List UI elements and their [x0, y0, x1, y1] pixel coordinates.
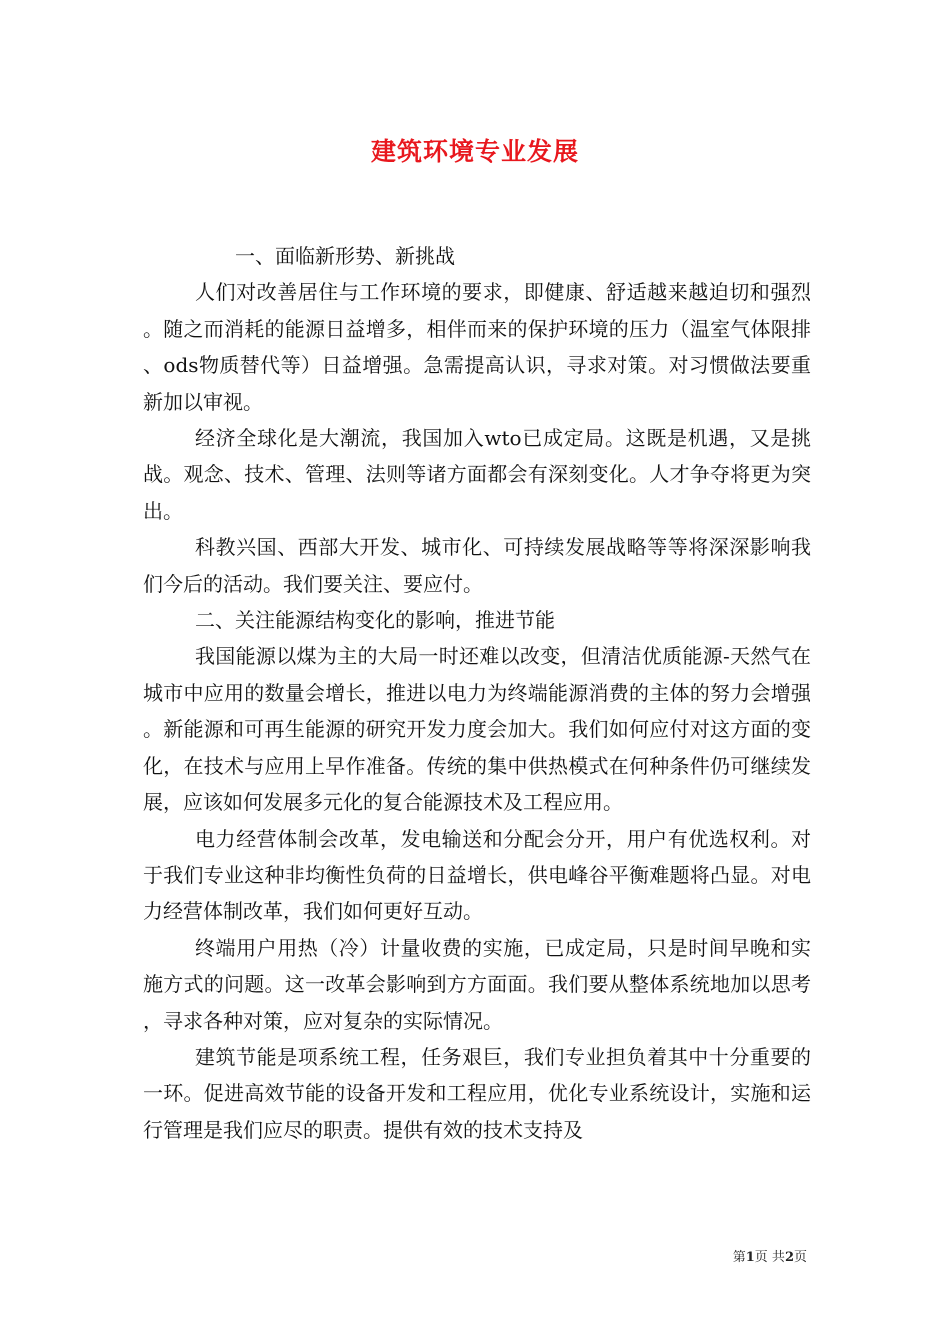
section-heading-2: 二、关注能源结构变化的影响，推进节能 [195, 608, 555, 633]
paragraph: 终端用户用热（冷）计量收费的实施，已成定局，只是时间早晚和实施方式的问题。这一改革会影响到方方面面。我们要从整体系统地加以思考，寻求各种对策，应对复杂的实际情况。 [143, 935, 811, 1033]
footer-middle: 页 共 [754, 1250, 785, 1265]
paragraph: 人们对改善居住与工作环境的要求，即健康、舒适越来越迫切和强烈。随之而消耗的能源日益增多，相伴而来的保护环境的压力（温室气体限排、ods物质替代等）日益增强。急需提高认识，寻求对策。对习惯做法要重新加以审视。 [143, 280, 811, 414]
paragraph: 我国能源以煤为主的大局一时还难以改变，但清洁优质能源-天然气在城市中应用的数量会增长，推进以电力为终端能源消费的主体的努力会增强。新能源和可再生能源的研究开发力度会加大。我们如何应付对这方面的变化，在技术与应用上早作准备。传统的集中供热模式在何种条件仍可继续发展，应该如何发展多元化的复合能源技术及工程应用。 [143, 644, 811, 815]
footer-current-page: 1 [745, 1250, 755, 1265]
footer-prefix: 第 [732, 1250, 746, 1265]
paragraph: 建筑节能是项系统工程，任务艰巨，我们专业担负着其中十分重要的一环。促进高效节能的设备开发和工程应用，优化专业系统设计，实施和运行管理是我们应尽的职责。提供有效的技术支持及 [143, 1044, 811, 1142]
footer-total-pages: 2 [784, 1250, 794, 1265]
document-title: 建筑环境专业发展 [370, 137, 579, 166]
document-body [143, 238, 811, 1148]
footer-suffix: 页 [793, 1250, 807, 1265]
page-footer [733, 1246, 807, 1265]
section-heading-1: 一、面临新形势、新挑战 [235, 244, 455, 268]
paragraph: 电力经营体制会改革，发电输送和分配会分开，用户有优选权利。对于我们专业这种非均衡性负荷的日益增长，供电峰谷平衡难题将凸显。对电力经营体制改革，我们如何更好互动。 [143, 826, 811, 924]
paragraph: 经济全球化是大潮流，我国加入wto已成定局。这既是机遇，又是挑战。观念、技术、管理、法则等诸方面都会有深刻变化。人才争夺将更为突出。 [143, 426, 811, 523]
paragraph: 科教兴国、西部大开发、城市化、可持续发展战略等等将深深影响我们今后的活动。我们要关注、要应付。 [143, 535, 811, 596]
